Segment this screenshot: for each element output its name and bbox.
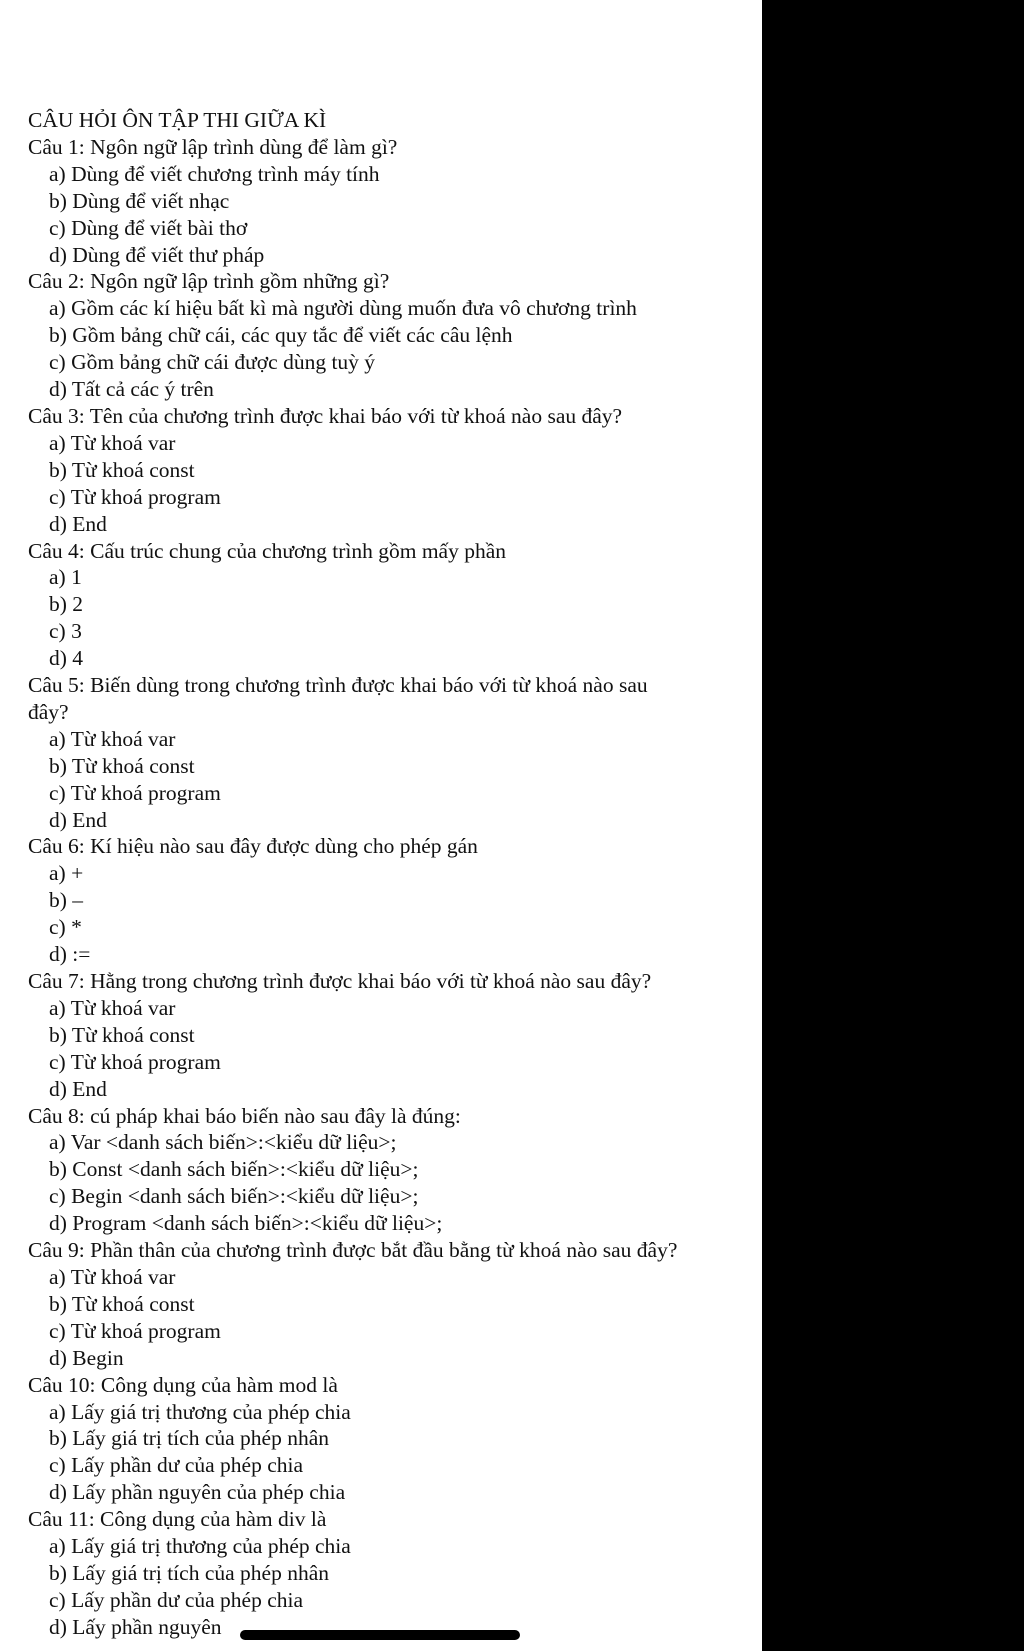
question-8-option-b: b) Const <danh sách biến>:<kiểu dữ liệu>; bbox=[49, 1157, 419, 1182]
question-3-option-d: d) End bbox=[49, 511, 107, 536]
question-5-continuation: đây? bbox=[28, 699, 69, 724]
question-4-option-a: a) 1 bbox=[49, 565, 82, 590]
question-7-option-c: c) Từ khoá program bbox=[49, 1049, 221, 1074]
question-4-option-c: c) 3 bbox=[49, 619, 82, 644]
question-8: Câu 8: cú pháp khai báo biến nào sau đây là đúng: bbox=[28, 1103, 461, 1128]
question-10-option-a: a) Lấy giá trị thương của phép chia bbox=[49, 1399, 351, 1424]
question-11-option-d: d) Lấy phần nguyên bbox=[49, 1614, 222, 1639]
question-6-option-b: b) – bbox=[49, 888, 84, 913]
question-10-option-b: b) Lấy giá trị tích của phép nhân bbox=[49, 1426, 329, 1451]
question-1-option-d: d) Dùng để viết thư pháp bbox=[49, 242, 265, 267]
question-9-option-b: b) Từ khoá const bbox=[49, 1291, 195, 1316]
question-1: Câu 1: Ngôn ngữ lập trình dùng để làm gì? bbox=[28, 134, 398, 159]
question-9-option-c: c) Từ khoá program bbox=[49, 1318, 221, 1343]
question-5-option-c: c) Từ khoá program bbox=[49, 780, 221, 805]
question-6-option-a: a) + bbox=[49, 861, 84, 886]
question-8-option-d: d) Program <danh sách biến>:<kiểu dữ liệu>; bbox=[49, 1211, 443, 1236]
question-8-option-c: c) Begin <danh sách biến>:<kiểu dữ liệu>; bbox=[49, 1184, 419, 1209]
question-6-option-c: c) * bbox=[49, 915, 82, 940]
question-1-option-b: b) Dùng để viết nhạc bbox=[49, 188, 230, 213]
question-2: Câu 2: Ngôn ngữ lập trình gồm những gì? bbox=[28, 269, 390, 294]
question-3: Câu 3: Tên của chương trình được khai báo với từ khoá nào sau đây? bbox=[28, 403, 623, 428]
question-3-option-c: c) Từ khoá program bbox=[49, 484, 221, 509]
document-content bbox=[28, 107, 748, 1641]
question-7-option-a: a) Từ khoá var bbox=[49, 995, 176, 1020]
question-10-option-c: c) Lấy phần dư của phép chia bbox=[49, 1453, 304, 1478]
question-2-option-d: d) Tất cả các ý trên bbox=[49, 377, 214, 402]
home-indicator-bar bbox=[240, 1630, 520, 1640]
question-9-option-d: d) Begin bbox=[49, 1345, 124, 1370]
question-11-option-c: c) Lấy phần dư của phép chia bbox=[49, 1587, 304, 1612]
question-6-option-d: d) := bbox=[49, 942, 91, 967]
question-9-option-a: a) Từ khoá var bbox=[49, 1264, 176, 1289]
question-3-option-a: a) Từ khoá var bbox=[49, 430, 176, 455]
question-5-option-d: d) End bbox=[49, 807, 107, 832]
question-10: Câu 10: Công dụng của hàm mod là bbox=[28, 1372, 338, 1397]
question-1-option-a: a) Dùng để viết chương trình máy tính bbox=[49, 161, 380, 186]
question-7: Câu 7: Hằng trong chương trình được khai báo với từ khoá nào sau đây? bbox=[28, 969, 652, 993]
question-1-option-c: c) Dùng để viết bài thơ bbox=[49, 215, 248, 240]
document-title: CÂU HỎI ÔN TẬP THI GIỮA KÌ bbox=[28, 108, 327, 132]
question-10-option-d: d) Lấy phần nguyên của phép chia bbox=[49, 1480, 346, 1505]
question-4-option-d: d) 4 bbox=[49, 646, 84, 671]
question-7-option-d: d) End bbox=[49, 1076, 107, 1101]
black-side-panel bbox=[762, 0, 1024, 1651]
question-11-option-a: a) Lấy giá trị thương của phép chia bbox=[49, 1534, 351, 1559]
question-5-option-b: b) Từ khoá const bbox=[49, 753, 195, 778]
question-9: Câu 9: Phần thân của chương trình được bắt đầu bằng từ khoá nào sau đây? bbox=[28, 1238, 678, 1263]
question-3-option-b: b) Từ khoá const bbox=[49, 457, 195, 482]
question-11: Câu 11: Công dụng của hàm div là bbox=[28, 1507, 327, 1532]
question-7-option-b: b) Từ khoá const bbox=[49, 1022, 195, 1047]
question-4-option-b: b) 2 bbox=[49, 592, 84, 617]
question-11-option-b: b) Lấy giá trị tích của phép nhân bbox=[49, 1560, 329, 1585]
question-8-option-a: a) Var <danh sách biến>:<kiểu dữ liệu>; bbox=[49, 1130, 397, 1155]
question-2-option-b: b) Gồm bảng chữ cái, các quy tắc để viết các câu lệnh bbox=[49, 323, 513, 348]
question-2-option-a: a) Gồm các kí hiệu bất kì mà người dùng muốn đưa vô chương trình bbox=[49, 296, 637, 321]
question-2-option-c: c) Gồm bảng chữ cái được dùng tuỳ ý bbox=[49, 350, 376, 375]
question-4: Câu 4: Cấu trúc chung của chương trình gồm mấy phần bbox=[28, 538, 506, 563]
question-5: Câu 5: Biến dùng trong chương trình được khai báo với từ khoá nào sau bbox=[28, 673, 648, 698]
question-6: Câu 6: Kí hiệu nào sau đây được dùng cho phép gán bbox=[28, 834, 478, 859]
question-5-option-a: a) Từ khoá var bbox=[49, 726, 176, 751]
